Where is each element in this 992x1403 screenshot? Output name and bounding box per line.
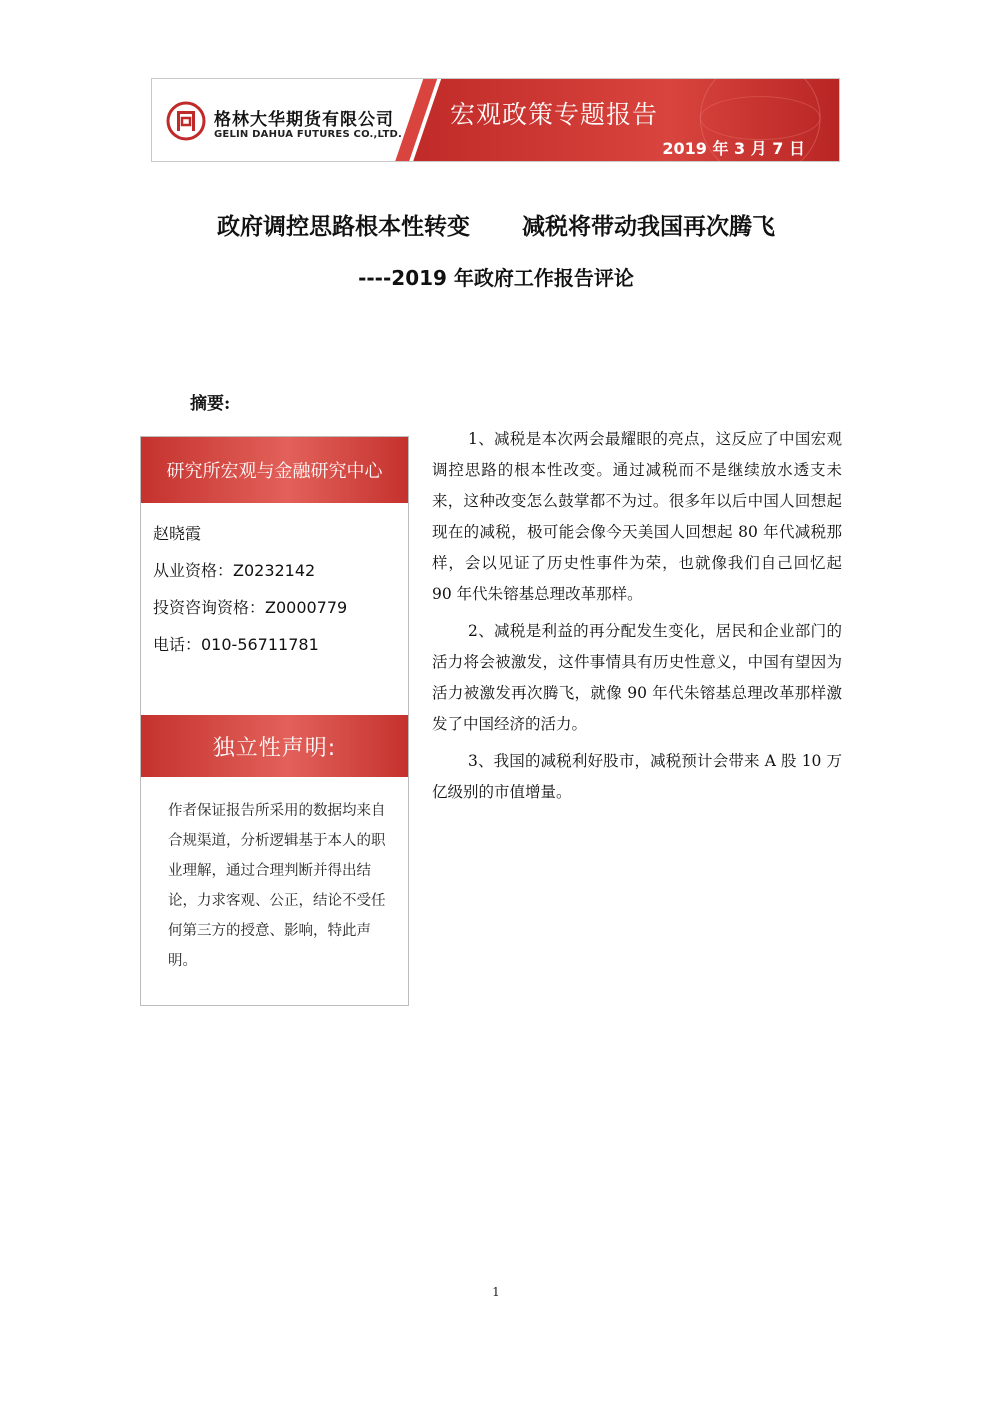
abstract-paragraph-1: 1、减税是本次两会最耀眼的亮点，这反应了中国宏观调控思路的根本性改变。通过减税而不是继续放水透支未来，这种改变怎么鼓掌都不为过。很多年以后中国人回想起现在的减税，极可能会像今天美国人回想起 80 年代减税那样，会以见证了历史性事件为荣，也就像我们自己回忆起 90 年代朱镕基总理改革那样。 (432, 430, 842, 603)
report-date: 2019 年 3 月 7 日 (662, 139, 805, 158)
report-title (0, 208, 992, 241)
title-part-2: 减税将带动我国再次腾飞 (522, 214, 775, 240)
abstract-paragraph-2: 2、减税是利益的再分配发生变化，居民和企业部门的活力将会被激发，这件事情具有历史性意义，中国有望因为活力被激发再次腾飞，就像 90 年代朱镕基总理改革那样激发了中国经济的活力。 (432, 622, 842, 733)
company-logo-icon (166, 101, 206, 141)
report-header-banner (151, 78, 840, 162)
page-number: 1 (492, 1285, 500, 1299)
title-part-1: 政府调控思路根本性转变 (217, 214, 470, 240)
report-subtitle: ----2019 年政府工作报告评论 (358, 266, 634, 290)
company-name-cn: 格林大华期货有限公司 (214, 110, 394, 130)
declaration-text: 作者保证报告所采用的数据均来自合规渠道，分析逻辑基于本人的职业理解，通过合理判断并得出结论，力求客观、公正，结论不受任何第三方的授意、影响，特此声明。 (168, 803, 386, 969)
author-name: 赵晓霞 (153, 524, 202, 543)
company-name-en: GELIN DAHUA FUTURES CO.,LTD. (214, 129, 402, 140)
author-phone: 电话：010-56711781 (153, 635, 319, 654)
department-header: 研究所宏观与金融研究中心 (141, 437, 408, 503)
author-advisory-qualification: 投资咨询资格：Z0000779 (153, 598, 348, 617)
abstract-label: 摘要: (190, 394, 231, 414)
author-sidebar (140, 436, 409, 1006)
declaration-header: 独立性声明: (141, 715, 408, 777)
author-qualification: 从业资格：Z0232142 (153, 561, 316, 580)
abstract-paragraph-3: 3、我国的减税利好股市，减税预计会带来 A 股 10 万亿级别的市值增量。 (432, 752, 842, 801)
report-type-label: 宏观政策专题报告 (450, 100, 659, 129)
author-info (141, 503, 408, 663)
abstract-body (432, 424, 842, 814)
